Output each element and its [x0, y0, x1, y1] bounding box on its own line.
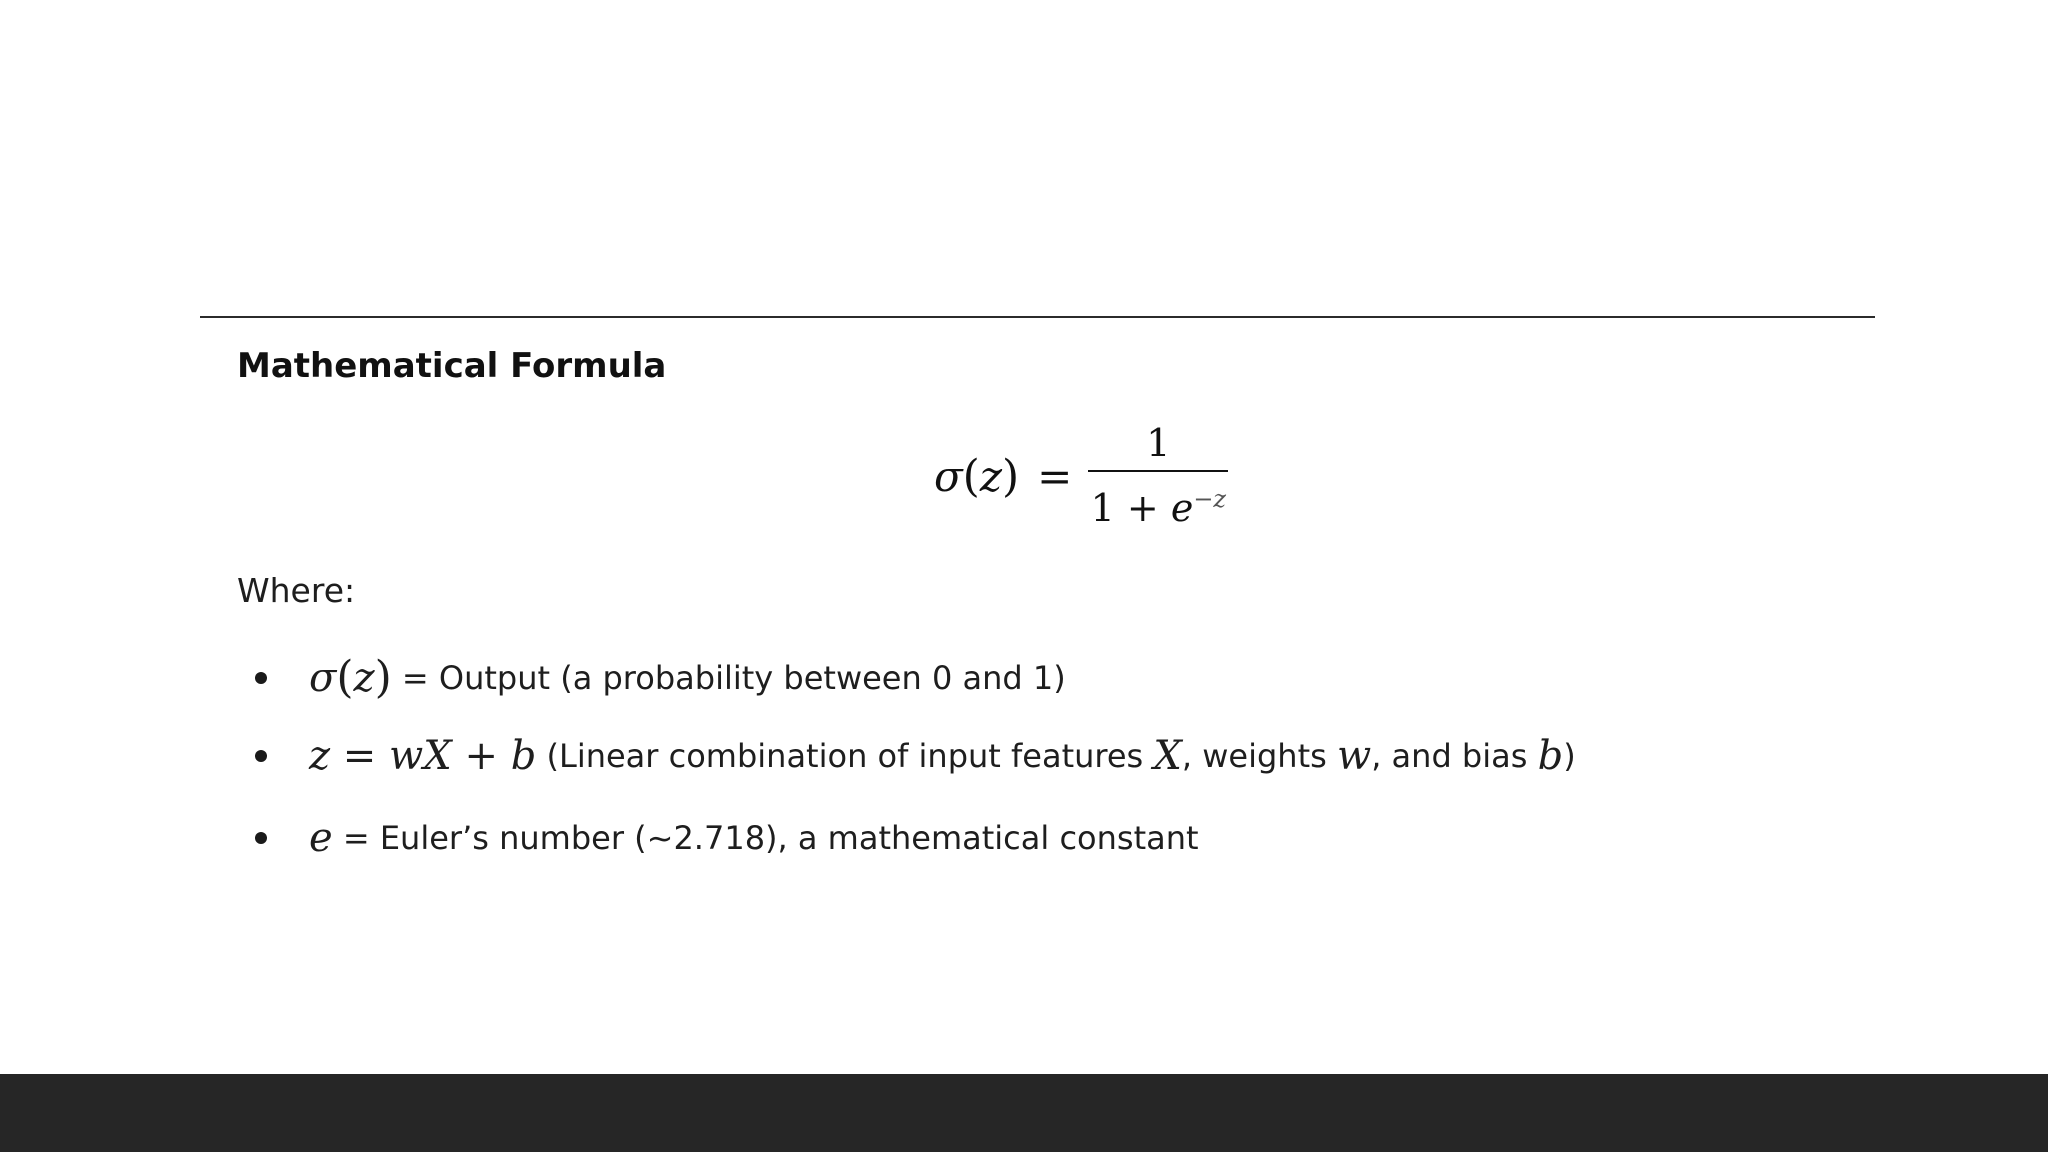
footer-bar [0, 1074, 2048, 1152]
formula-lhs [934, 451, 1033, 502]
math-X: X [423, 733, 452, 779]
math-z: z [309, 733, 331, 779]
formula-open-paren: ( [962, 451, 980, 502]
denominator-e: e [1170, 486, 1194, 530]
list-item [255, 815, 1199, 861]
list-item [255, 733, 1576, 779]
math-b: b [510, 733, 537, 779]
formula-fraction [1088, 420, 1228, 533]
definition-text-part-4: ) [1563, 737, 1576, 775]
bullet-dot [255, 672, 267, 684]
math-sigma: σ [309, 654, 337, 701]
math-var-z: z [353, 654, 375, 701]
math-close-paren: ) [374, 652, 392, 703]
definition-text-part-2: , weights [1181, 737, 1337, 775]
inline-math-X: X [1153, 733, 1182, 779]
math-w: w [389, 733, 424, 779]
formula-sigma: σ [934, 452, 963, 501]
fraction-numerator: 1 [1146, 421, 1171, 465]
definition-text-part-1: (Linear combination of input features [536, 737, 1154, 775]
denominator-base: 1 + [1090, 486, 1171, 530]
where-label: Where: [237, 571, 356, 610]
definition-text: = Euler’s number (~2.718), a mathematical constant [332, 819, 1199, 857]
math-open-paren: ( [336, 652, 354, 703]
denominator-exponent: −z [1193, 485, 1227, 513]
inline-math-w: w [1336, 733, 1372, 779]
math-e: e [309, 815, 333, 861]
bullet-dot [255, 750, 267, 762]
inline-math-b: b [1537, 733, 1564, 779]
definition-text-part-3: , and bias [1371, 737, 1538, 775]
horizontal-divider [200, 316, 1875, 318]
math-plus: + [451, 733, 511, 779]
formula-close-paren: ) [1001, 451, 1020, 502]
section-heading: Mathematical Formula [237, 346, 667, 386]
bullet-dot [255, 832, 267, 844]
fraction-denominator [1091, 472, 1226, 533]
list-item [255, 652, 1066, 703]
math-equals: = [330, 733, 390, 779]
formula-var: z [979, 452, 1002, 501]
formula-equals: = [1037, 452, 1073, 501]
definition-text: = Output (a probability between 0 and 1) [391, 658, 1066, 697]
sigmoid-formula [934, 420, 1228, 533]
